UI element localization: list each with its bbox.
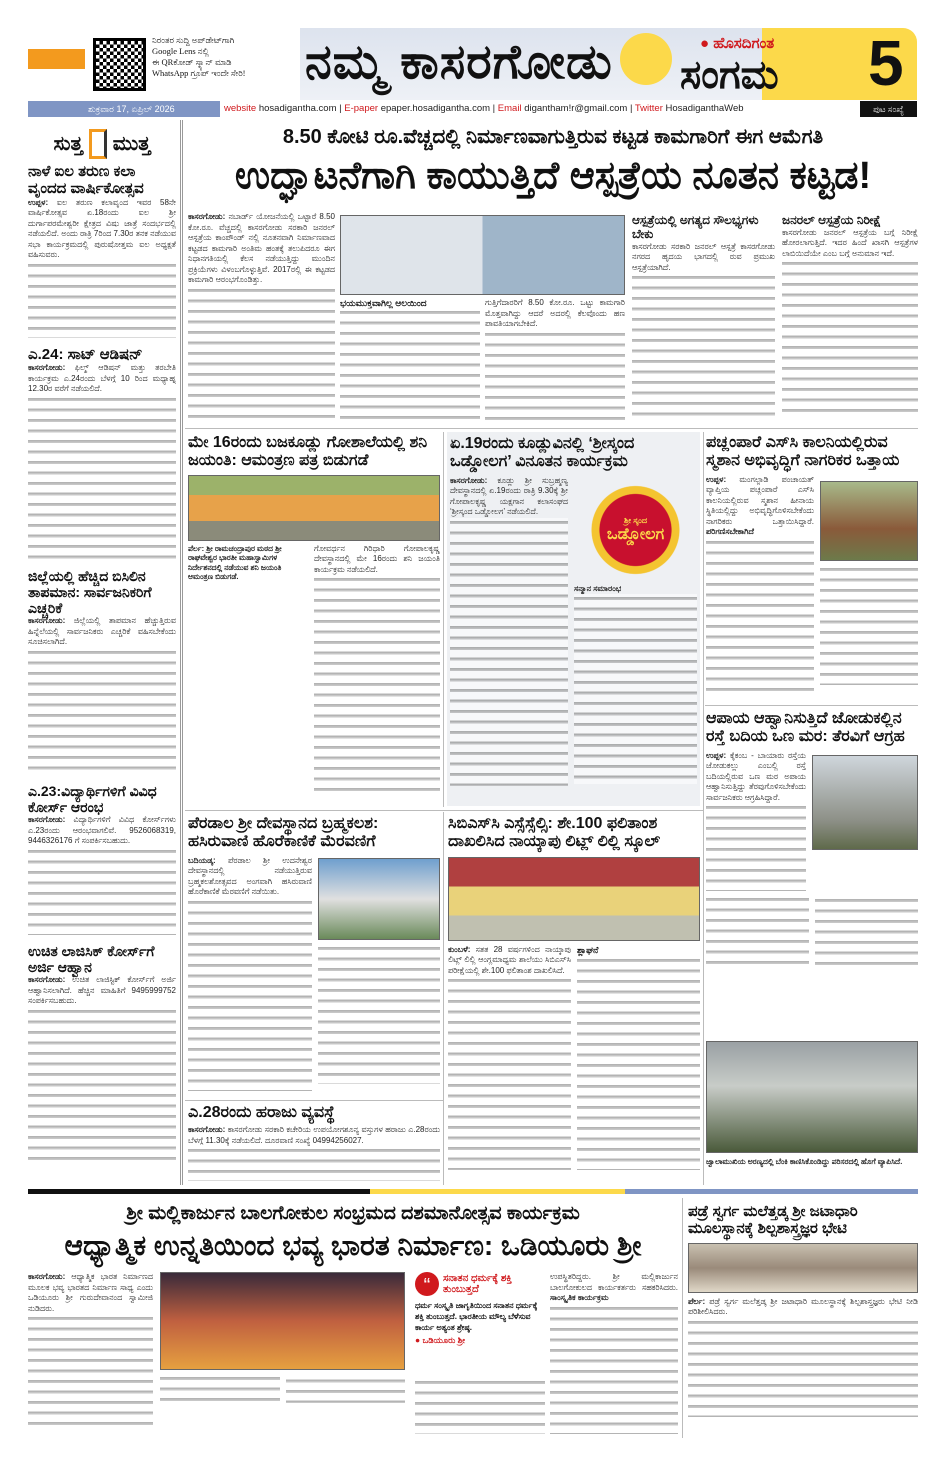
divider: [443, 432, 444, 807]
article-body: [448, 945, 571, 1170]
lead-body-col: [340, 298, 480, 424]
left-column: [28, 125, 176, 1185]
divider: [185, 1100, 443, 1101]
body-text: ಕೈಕಂಬ - ಬಾಯಾರು ರಸ್ತೆಯ ಜೋಡುಕಲ್ಲು ಎಂಬಲ್ಲಿ ರಸ್ತೆ ಬದಿಯಲ್ಲಿರುವ ಒಣ ಮರ ಅಪಾಯ ಆಹ್ವಾನಿಸುತ್ತಿದ್ದು ತೆರವುಗೊಳಿಸಬೇಕೆಂದು ಸಾರ್ವಜನಿಕರು ಆಗ್ರಹಿಸಿದ್ದಾರೆ.: [706, 750, 806, 802]
dateline: ಕಾಸರಗೋಡು:: [28, 616, 66, 626]
body-text: ಫಿಲ್ಮ್ ಆಡಿಷನ್ ಮತ್ತು ತರಬೇತಿ ಕಾರ್ಯಕ್ರಮ ಎ.24ರಂದು ಬೆಳಗ್ಗೆ 10 ರಿಂದ ಮಧ್ಯಾಹ್ನ 12.30ರ ವರೆಗೆ ನಡೆಯಲಿದೆ.: [28, 363, 176, 394]
article-headline: ಎ.24: ಸಾಟ್ ಆಡಿಷನ್: [28, 346, 143, 363]
body-text: ವಿದ್ಯಾರ್ಥಿಗಳಿಗೆ ವಿವಿಧ ಕೋರ್ಸ್‌ಗಳು ಎ.23ರಂದು ಆರಂಭವಾಗಲಿವೆ. 9526068319, 9446326176 ಗೆ ಸಂಪರ್ಕಿಸಬಹುದು.: [28, 815, 176, 846]
body-text: ಗುತ್ತಿಗೆದಾರರಿಗೆ 8.50 ಕೋ.ರೂ. ಒಟ್ಟು ಕಾಮಗಾರಿ ಮೊತ್ತವಾಗಿದ್ದು ಆದರೆ ಅದರಲ್ಲಿ ಕೆಲವೊಂದು ಹಣ ಪಾವತಿಯಾಗಬೇಕಿದೆ.: [485, 298, 625, 328]
divider: [185, 428, 918, 429]
body-text: ಗೋವರ್ಧನ ಗಿರಿಧಾರಿ ಗೋಪಾಲಕೃಷ್ಣ ದೇವಸ್ಥಾನದಲ್ಲಿ ಮೇ 16ರಂದು ಶನಿ ಜಯಂತಿ ಕಾರ್ಯಕ್ರಮ ನಡೆಯಲಿದೆ.: [314, 543, 440, 574]
logo-text: ಒಡ್ಡೋಲಗ: [606, 525, 665, 543]
body-text: ಜಿಲ್ಲೆಯಲ್ಲಿ ತಾಪಮಾನ ಹೆಚ್ಚುತ್ತಿರುವ ಹಿನ್ನೆಲೆಯಲ್ಲಿ ಸಾರ್ವಜನಿಕರು ಎಚ್ಚರಿಕೆ ವಹಿಸಬೇಕೆಂದು ಸೂಚಿಸಲಾಗಿದೆ.: [28, 616, 176, 647]
dateline: ಕುಂಬಳೆ:: [448, 944, 471, 954]
body-text: ಕಾಸರಗೋಡು ಜನರಲ್ ಆಸ್ಪತ್ರೆಯ ಬಗ್ಗೆ ನಿರೀಕ್ಷೆ ಹೋರಲಾಗುತ್ತಿದೆ. ಇದರ ಹಿಂದೆ ಖಾಸಗಿ ಆಸ್ಪತ್ರೆಗಳ ಲಾಬಿಯಿದೆಯೇ ಎಂಬ ಬಗ್ಗೆ ಅನುಮಾನ ಇದೆ.: [782, 227, 918, 258]
section-title-right: ಮುತ್ತ: [112, 132, 151, 155]
article-body: [188, 856, 312, 1091]
article-body: [28, 815, 176, 935]
article-skanda-oddolaga: [447, 432, 700, 806]
link-website[interactable]: [224, 103, 337, 114]
article: [28, 943, 176, 1173]
logo-kicker: ಶ್ರೀ ಸ್ಕಂದ: [624, 515, 647, 525]
orange-accent-bar: [28, 49, 85, 69]
dateline: ಬದಿಯಡ್ಕ:: [188, 855, 216, 865]
bottom-body: [160, 1374, 405, 1434]
subheading: ಭಯಮುಕ್ತವಾಗಿಲ್ಲ ಆಲಯಿಂದ: [340, 298, 427, 308]
page-label: ಪುಟ ಸಂಖ್ಯೆ: [860, 101, 917, 117]
students-photo: [448, 857, 700, 941]
attribution-text: ಒಡಿಯೂರು ಶ್ರೀ: [422, 1335, 466, 1345]
article-body: [782, 228, 918, 418]
article-body: [688, 1297, 918, 1417]
article-headline: ಜಿಲ್ಲೆಯಲ್ಲಿ ಹೆಚ್ಚಿದ ಬಿಸಿಲಿನ ತಾಪಮಾನ: ಸಾರ್ವಜನಿಕರಿಗೆ ಎಚ್ಚರಿಕೆ: [28, 568, 152, 617]
divider: [443, 812, 444, 1185]
article-body: [314, 544, 440, 794]
article-headline: ಪಡ್ರೆ ಸ್ವರ್ಗ ಮಲೆತ್ತಡ್ಕ ಶ್ರೀ ಜಟಾಧಾರಿ ಮೂಲಸ್ಥಾನಕ್ಕೆ ಶಿಲ್ಪಶಾಸ್ತ್ರಜ್ಞರ ಭೇಟಿ: [688, 1203, 858, 1238]
dateline: ಕಾಸರಗೋಡು:: [28, 815, 66, 825]
door-icon: [89, 129, 107, 159]
body-text: ಮಂಗಲ್ಪಾಡಿ ಪಂಚಾಯತ್ ವ್ಯಾಪ್ತಿಯ ಪಚ್ಲಂಪಾರೆ ಎಸ್‌ಸಿ ಕಾಲನಿಯಲ್ಲಿರುವ ಸ್ಮಶಾನ ಹೀನಾಯ ಸ್ಥಿತಿಯಲ್ಲಿದ್ದು ಅಭಿವೃದ್ಧಿಗೊಳಿಸಬೇಕೆಂದು ನಾಗರಿಕರು ಒತ್ತಾಯಿಸಿದ್ದಾರೆ.: [706, 474, 814, 526]
article-body: [318, 944, 440, 1084]
lead-headline: ಉದ್ಘಾಟನೆಗಾಗಿ ಕಾಯುತ್ತಿದೆ ಆಸ್ಪತ್ರೆಯ ನೂತನ ಕಟ್ಟಡ!: [234, 155, 872, 197]
article-body: [28, 616, 176, 771]
link-label: E-paper: [344, 103, 379, 114]
dateline: ಕಾಸರಗೋಡು:: [28, 975, 66, 985]
article-body: [28, 198, 176, 338]
link-value: HosadiganthaWeb: [665, 103, 744, 114]
dateline: ಕಾಸರಗೋಡು:: [450, 475, 488, 485]
article-headline: ಪಚ್ಲಂಪಾರೆ ಎಸ್‌ಸಿ ಕಾಲನಿಯಲ್ಲಿರುವ ಸ್ಮಶಾನ ಅಭಿವೃದ್ಧಿಗೆ ನಾಗರಿಕರ ಒತ್ತಾಯ: [706, 434, 900, 470]
brand-name: ಹೊಸದಿಗಂತ: [713, 35, 775, 52]
article-body: [188, 1125, 440, 1181]
group-photo: [188, 475, 440, 541]
lead-body: [188, 212, 335, 424]
article-dry-tree: [706, 710, 918, 1185]
article-headline: ಮೇ 16ರಂದು ಬಜಕೂಡ್ಲು ಗೋಶಾಲೆಯಲ್ಲಿ ಶನಿ ಜಯಂತಿ: ಆಮಂತ್ರಣ ಪತ್ರ ಬಿಡುಗಡೆ: [188, 434, 428, 470]
article-body: [28, 975, 176, 1165]
qr-note-line: ನಿರಂತರ ಸುದ್ದಿ ಅಪ್‌ಡೇಟ್‌ಗಾಗಿ: [152, 35, 235, 45]
meeting-photo: [688, 1243, 918, 1293]
article-body: [706, 751, 806, 891]
dateline: ಕಾಸರಗೋಡು:: [188, 1125, 226, 1135]
link-value: digantham!r@gmail.com: [524, 103, 628, 114]
article-headline: ಎ.28ರಂದು ಹರಾಜು ವ್ಯವಸ್ಥೆ: [188, 1104, 335, 1121]
body-text: ಕಾಸರಗೋಡು ಸರಕಾರಿ ಕಚೇರಿಯ ಉಪಯೋಗಶೂನ್ಯ ವಸ್ತುಗಳ ಹರಾಜು ಎ.28ರಂದು ಬೆಳಗ್ಗೆ 11.30ಕ್ಕೆ ನಡೆಯಲಿದೆ. ದೂರವಾಣಿ ಸಂಖ್ಯೆ 04994256027.: [188, 1125, 440, 1145]
subheading: ಶ್ಲಾಘನೆ: [577, 944, 599, 955]
link-value: hosadigantha.com: [258, 103, 337, 114]
body-text: ಉಚಿತ ಲಾಜಿಸ್ಟಿಕ್ ಕೋರ್ಸ್‌ಗೆ ಅರ್ಜಿ ಆಹ್ವಾನಿಸಲಾಗಿದೆ. ಹೆಚ್ಚಿನ ಮಾಹಿತಿಗೆ 9495999752 ಸಂಪರ್ಕಿಸಬಹುದು.: [28, 975, 176, 1006]
link-email[interactable]: [498, 103, 628, 114]
body-text: ಉಪಸ್ಥಿತರಿದ್ದರು. ಶ್ರೀ ಮಲ್ಲಿಕಾರ್ಜುನ ಬಾಲಗೋಕುಲದ ಕಾರ್ಯಕರ್ತರು ಸಹಕರಿಸಿದರು.: [550, 1272, 678, 1292]
dateline: ಕಾಸರಗೋಡು:: [28, 1272, 66, 1281]
article-headline: ಜನರಲ್ ಆಸ್ಪತ್ರೆಯ ನಿರೀಕ್ಷೆ: [782, 213, 882, 227]
sidebar-article: [782, 214, 918, 424]
bottom-body: [415, 1378, 545, 1434]
section-stripe: [28, 1189, 918, 1194]
body-text: ಕಾಸರಗೋಡು ಸರಕಾರಿ ಜನರಲ್ ಆಸ್ಪತ್ರೆ ಕಾಸರಗೋಡು ನಗರದ ಹೃದಯ ಭಾಗದಲ್ಲಿ ರುವ ಪ್ರಮುಖ ಆಸ್ಪತ್ರೆಯಾಗಿದೆ.: [632, 241, 775, 272]
dateline: ಪೆರ್ಲ:: [688, 1296, 706, 1306]
article-body: [574, 584, 697, 784]
section-title: [28, 125, 176, 163]
stripe-black: [28, 1189, 370, 1194]
brand-logo: ● ಹೊಸದಿಗಂತ: [700, 35, 775, 52]
article-headline: ಆಸ್ಪತ್ರೆಯಲ್ಲಿ ಅಗತ್ಯದ ಸೌಲಭ್ಯಗಳು ಬೇಕು: [632, 213, 759, 241]
article-shani-jayanti: [188, 434, 440, 806]
article-headline: ಸಿಬಿಎಸ್‌ಸಿ ಎಸ್ಸೆಸ್ಸೆಲ್ಸಿ: ಶೇ.100 ಫಲಿತಾಂಶ ದಾಖಲಿಸಿದ ನಾಯ್ಕಾಪು ಲಿಟ್ಲ್ ಲಿಲ್ಲಿ ಸ್ಕೂಲ್: [448, 815, 661, 851]
body-text: ಆಧ್ಯಾತ್ಮಿಕ ಭಾರತ ನಿರ್ಮಾಣದ ಮೂಲಕ ಭವ್ಯ ಭಾರತದ ನಿರ್ಮಾಣ ಸಾಧ್ಯ ಎಂದು ಒಡಿಯೂರು ಶ್ರೀ ಗುರುದೇವಾನಂದ ಸ್ವಾಮೀಜಿ ನುಡಿದರು.: [28, 1272, 153, 1313]
article-padre-visit: [688, 1203, 918, 1438]
link-value: epaper.hosadigantha.com: [380, 103, 491, 114]
quote-icon: “: [415, 1272, 439, 1296]
link-label: Twitter: [634, 103, 663, 114]
link-label: website: [224, 103, 257, 114]
article-body: [28, 363, 176, 563]
stripe-blue: [625, 1189, 918, 1194]
dateline: ಕಾಸರಗೋಡು:: [28, 363, 66, 373]
stripe-yellow: [370, 1189, 624, 1194]
quote-attribution: ● ಒಡಿಯೂರು ಶ್ರೀ: [415, 1335, 466, 1345]
subheading: ಸನ್ಮಾನ ಸಮಾರಂಭ: [574, 583, 622, 593]
photo-caption: ಜ್ವಾಲಾಮುಖಿಯ ಅರಣ್ಯದಲ್ಲಿ ಬೆಂಕಿ ಕಾಣಿಸಿಕೊಂಡಿದ್ದು ಪರಿಸರದಲ್ಲಿ ಹೊಗೆ ವ್ಯಾಪಿಸಿದೆ.: [706, 1156, 903, 1166]
article: [28, 346, 176, 568]
divider: [185, 810, 703, 811]
body-text: ಐಲ ತರುಣ ಕಲಾವೃಂದ ಇವರ 58ನೇ ವಾರ್ಷಿಕೋತ್ಸವ ಏ.18ರಂದು ಐಲ ಶ್ರೀ ದುರ್ಗಾಪರಮೇಶ್ವರೀ ಕ್ಷೇತ್ರದ ವಿಷು ಜಾತ್ರೆ ಸಂದರ್ಭದಲ್ಲಿ ನಡೆಯಲಿದೆ. ಅಂದು ರಾತ್ರಿ 7ರಿಂದ 7.30ರ ತನಕ ನಡೆಯುವ ಸಭಾ ಕಾರ್ಯಕ್ರಮದಲ್ಲಿ ಪುರುಷೋತ್ತಮ ಐಲ ಅಧ್ಯಕ್ಷತೆ ವಹಿಸುವರು.: [28, 197, 176, 259]
quote-text: ಧರ್ಮ ಸಂಸ್ಕೃತಿ ಜಾಗೃತಿಯಿಂದ ಸನಾತನ ಧರ್ಮಕ್ಕೆ ಶಕ್ತಿ ತುಂಬುತ್ತದೆ. ಭಾರತೀಯ ಮೌಲ್ಯ ಬೆಳೆಸುವ ಕಾರ್ಯ ಅತ್ಯಂತ ಶ್ರೇಷ್ಠ.: [415, 1301, 538, 1332]
dry-tree-photo: [812, 755, 918, 850]
body-text: ಸತತ 28 ವರ್ಷಗಳಿಂದ ನಾಯ್ಕಾಪು ಲಿಟ್ಲ್ ಲಿಲ್ಲಿ ಆಂಗ್ಲಮಾಧ್ಯಮ ಶಾಲೆಯು ಸಿಬಿಎಸ್‌ಸಿ ಪರೀಕ್ಷೆಯಲ್ಲಿ ಶೇ.100 ಫಲಿತಾಂಶ ದಾಖಲಿಸಿದೆ.: [448, 944, 571, 975]
masthead: [0, 25, 945, 117]
lead-kicker: 8.50 ಕೋಟಿ ರೂ.ವೆಚ್ಚದಲ್ಲಿ ನಿರ್ಮಾಣವಾಗುತ್ತಿರುವ ಕಟ್ಟಡ ಕಾಮಗಾರಿಗೆ ಈಗ ಆಮೆಗತಿ: [282, 126, 824, 148]
date-bar: ಶುಕ್ರವಾರ 17, ಏಪ್ರಿಲ್ 2026: [28, 101, 220, 117]
qr-note-line: WhatsApp ಗ್ರೂಪ್ ಇಂದೇ ಸೇರಿ!: [152, 68, 246, 78]
divider: [703, 432, 704, 1185]
article-crematorium: [706, 434, 918, 702]
article: [28, 163, 176, 346]
page-title: ನಮ್ಮ ಕಾಸರಗೋಡು: [305, 36, 613, 89]
article-peradala: [188, 815, 440, 1100]
lead-body-col: [485, 298, 625, 424]
contact-links: website hosadigantha.com | E-paper epaper.hosadigantha.com | Email digantham!r@gmail.com | Twitter HosadiganthaWeb: [224, 103, 744, 114]
forest-fire-photo: [706, 1041, 918, 1153]
qr-note-line: ಈ QRಕೋಡ್ ಸ್ಕ್ಯಾನ್ ಮಾಡಿ: [152, 57, 232, 67]
sidebar-article: [632, 214, 775, 424]
crematorium-photo: [820, 481, 918, 561]
article-headline: ಉಚಿತ ಲಾಜಿಸಿಕ್ ಕೋರ್ಸ್‌ಗೆ ಅರ್ಜಿ ಆಹ್ವಾನ: [28, 943, 155, 976]
body-text: ಕೂಡ್ಲು ಶ್ರೀ ಸುಬ್ರಹ್ಮಣ್ಯ ದೇವಸ್ಥಾನದಲ್ಲಿ ಏ.19ರಂದು ರಾತ್ರಿ 9.30ಕ್ಕೆ ಶ್ರೀ ಗೋಪಾಲಕೃಷ್ಣ ಯಕ್ಷಗಾನ ಕಲಾಸಂಘದ ‘ಶ್ರೀಸ್ಕಂದ ಒಡ್ಡೋಲಗ’ ನಡೆಯಲಿದೆ.: [450, 475, 568, 517]
body-text: ನಬಾರ್ಡ್ ಯೋಜನೆಯಲ್ಲಿ ಒಟ್ಟಾರೆ 8.50 ಕೋ.ರೂ. ವೆಚ್ಚದಲ್ಲಿ ಕಾಸರಗೋಡು ಸರಕಾರಿ ಜನರಲ್ ಆಸ್ಪತ್ರೆಯ ಕಾಂಪೌಂಡ್ ನಲ್ಲಿ ನೂತನವಾಗಿ ನಿರ್ಮಾಣವಾದ ಕಟ್ಟಡದ ಕಾಮಗಾರಿ ಅಂತಿಮ ಹಂತಕ್ಕೆ ತಲುಪಿದರೂ ಈಗ ನಿಧಾನಗತಿಯಲ್ಲಿ ಕೆಲಸ ನಡೆಯುತ್ತಿದ್ದು ಮುಂದಿನ ಪ್ರಕ್ರಿಯೆಗಳು ವಿಳಂಬಗೊಳ್ಳುತ್ತಿವೆ. 2017ರಲ್ಲಿ ಈ ಕಟ್ಟಡದ ಕಾಮಗಾರಿ ಆರಂಭಗೊಂಡಿತ್ತು.: [188, 212, 335, 284]
article-headline: ಆಪಾಯ ಆಹ್ವಾನಿಸುತ್ತಿದೆ ಜೋಡುಕಲ್ಲಿನ ರಸ್ತೆ ಬದಿಯ ಒಣ ಮರ: ತೆರವಿಗೆ ಆಗ್ರಹ: [706, 710, 905, 746]
photo-caption: ಪೆರ್ಲ: ಶ್ರೀ ರಾಮಚಂದ್ರಾಪುರ ಮಠದ ಶ್ರೀ ರಾಘವೇಶ್ವರ ಭಾರತೀ ಮಹಾಸ್ವಾಮಿಗಳ ನಿರ್ದೇಶನದಲ್ಲಿ ನಡೆಯುವ ಶನಿ ಜಯಂತಿ ಆಮಂತ್ರಣ ಬಿಡುಗಡೆ.: [188, 543, 282, 582]
body-text: ಪೆರಡಾಲ ಶ್ರೀ ಉದನೇಶ್ವರ ದೇವಸ್ಥಾನದಲ್ಲಿ ನಡೆಯುತ್ತಿರುವ ಬ್ರಹ್ಮಕಲಶೋತ್ಸವದ ಅಂಗವಾಗಿ ಹಸಿರುವಾಣಿ ಹೊರೆಕಾಣಿಕೆ ಮೆರವಣಿಗೆ ನಡೆಯಿತು.: [188, 855, 312, 897]
article-headline: ಎ.23:ವಿದ್ಯಾರ್ಥಿಗಳಿಗೆ ವಿವಿಧ ಕೋರ್ಸ್ ಆರಂಭ: [28, 783, 157, 816]
quote-title: ಸನಾತನ ಧರ್ಮಕ್ಕೆ ಶಕ್ತಿ ತುಂಬುತ್ತದೆ: [443, 1272, 512, 1295]
supplement-title: ಸಂಗಮ: [680, 53, 779, 97]
article-body: [450, 476, 568, 786]
bottom-body: [28, 1272, 153, 1432]
bottom-headline: ಆಧ್ಯಾತ್ಮಿಕ ಉನ್ನತಿಯಿಂದ ಭವ್ಯ ಭಾರತ ನಿರ್ಮಾಣ: ಒಡಿಯೂರು ಶ್ರೀ: [64, 1230, 642, 1261]
bottom-kicker: ಶ್ರೀ ಮಲ್ಲಿಕಾರ್ಜುನ ಬಾಲಗೋಕುಲ ಸಂಭ್ರಮದ ದಶಮಾನೋತ್ಸವ ಕಾರ್ಯಕ್ರಮ: [126, 1203, 580, 1224]
article-body: [820, 565, 918, 685]
dateline: ಉಪ್ಪಳ:: [28, 197, 49, 207]
dateline: ಉಪ್ಪಳ:: [706, 474, 727, 484]
subheading: ಪರಿಗಣಿಸಬೇಕಾಗಿದೆ: [706, 527, 754, 537]
dateline: ಉಪ್ಪಳ:: [706, 750, 727, 760]
article: [28, 568, 176, 783]
page-number: 5: [868, 27, 904, 99]
article-body: [706, 891, 918, 1041]
article-body: [577, 945, 700, 1170]
bottom-body: [550, 1272, 678, 1434]
article-cbse-result: [448, 815, 700, 1185]
subheading: ಸಾಂಸ್ಕೃತಿಕ ಕಾರ್ಯಕ್ರಮ: [550, 1293, 609, 1302]
article-headline: ನಾಳೆ ಐಲ ತರುಣ ಕಲಾ ವೃಂದದ ವಾರ್ಷಿಕೋತ್ಸವ: [28, 163, 144, 198]
divider: [705, 705, 918, 706]
quote-box: [415, 1272, 545, 1372]
dateline: ಕಾಸರಗೋಡು:: [188, 212, 226, 221]
article-auction: [188, 1104, 440, 1184]
divider: [682, 1198, 683, 1438]
oddolaga-logo: [574, 480, 697, 580]
article-headline: ಏ.19ರಂದು ಕೂಡ್ಲುವಿನಲ್ಲಿ ‘ಶ್ರೀಸ್ಕಂದ ಒಡ್ಡೋಲಗ’ ವಿನೂತನ ಕಾರ್ಯಕ್ರಮ: [450, 435, 635, 471]
hospital-building-photo: [340, 215, 625, 295]
article: [28, 783, 176, 943]
article-body: [632, 242, 775, 417]
link-twitter[interactable]: [635, 103, 744, 114]
column-divider: [180, 120, 183, 1185]
section-title-left: ಸುತ್ತ: [53, 132, 83, 155]
article-body: [706, 475, 814, 695]
article-headline: ಪೆರಡಾಲ ಶ್ರೀ ದೇವಸ್ಥಾನದ ಬ್ರಹ್ಮಕಲಶ: ಹಸಿರುವಾಣಿ ಹೊರೆಕಾಣಿಕೆ ಮೆರವಣಿಗೆ: [188, 815, 379, 851]
qr-note: [152, 35, 298, 79]
event-photo: [160, 1272, 405, 1370]
link-epaper[interactable]: [344, 103, 490, 114]
body-text: ಪಡ್ರೆ ಸ್ವರ್ಗ ಮಲೆತ್ತಡ್ಕ ಶ್ರೀ ಜಟಾಧಾರಿ ಮೂಲಸ್ಥಾನಕ್ಕೆ ಶಿಲ್ಪಶಾಸ್ತ್ರಜ್ಞರು ಭೇಟಿ ನೀಡಿ ಪರಿಶೀಲಿಸಿದರು.: [688, 1296, 918, 1316]
link-label: Email: [497, 103, 522, 114]
qr-note-line: Google Lens ನಲ್ಲಿ: [152, 46, 209, 56]
qr-code-icon: [93, 38, 146, 91]
temple-photo: [318, 858, 440, 940]
